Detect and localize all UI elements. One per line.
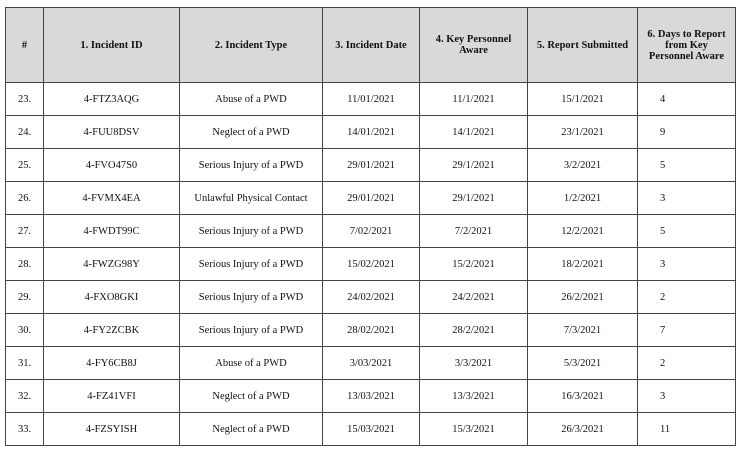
report-submitted-date: 15/1/2021 — [528, 83, 638, 116]
incident-type: Serious Injury of a PWD — [180, 215, 323, 248]
header-incident-id: 1. Incident ID — [44, 8, 180, 83]
incident-id: 4-FXO8GKI — [44, 281, 180, 314]
row-number: 27. — [6, 215, 44, 248]
incident-type: Serious Injury of a PWD — [180, 248, 323, 281]
row-number: 23. — [6, 83, 44, 116]
incident-date: 14/01/2021 — [323, 116, 420, 149]
days-to-report: 7 — [638, 314, 736, 347]
header-row — [6, 8, 736, 83]
days-to-report: 3 — [638, 248, 736, 281]
days-to-report: 9 — [638, 116, 736, 149]
key-personnel-aware-date: 14/1/2021 — [420, 116, 528, 149]
table-row — [6, 413, 736, 446]
report-submitted-date: 5/3/2021 — [528, 347, 638, 380]
table-row — [6, 182, 736, 215]
incident-type: Serious Injury of a PWD — [180, 314, 323, 347]
report-submitted-date: 23/1/2021 — [528, 116, 638, 149]
header-incident-type: 2. Incident Type — [180, 8, 323, 83]
table-row — [6, 116, 736, 149]
incident-date: 29/01/2021 — [323, 182, 420, 215]
header-key-personnel-aware: 4. Key Personnel Aware — [420, 8, 528, 83]
incident-date: 29/01/2021 — [323, 149, 420, 182]
row-number: 31. — [6, 347, 44, 380]
header-incident-date: 3. Incident Date — [323, 8, 420, 83]
incident-type: Abuse of a PWD — [180, 83, 323, 116]
incident-table — [5, 7, 736, 446]
incident-type: Serious Injury of a PWD — [180, 281, 323, 314]
key-personnel-aware-date: 24/2/2021 — [420, 281, 528, 314]
header-days-to-report: 6. Days to Report from Key Personnel Aware — [638, 8, 736, 83]
days-to-report: 5 — [638, 215, 736, 248]
table-row — [6, 281, 736, 314]
days-to-report: 3 — [638, 182, 736, 215]
table-row — [6, 314, 736, 347]
report-submitted-date: 3/2/2021 — [528, 149, 638, 182]
key-personnel-aware-date: 28/2/2021 — [420, 314, 528, 347]
row-number: 33. — [6, 413, 44, 446]
row-number: 32. — [6, 380, 44, 413]
report-submitted-date: 1/2/2021 — [528, 182, 638, 215]
days-to-report: 4 — [638, 83, 736, 116]
incident-id: 4-FY2ZCBK — [44, 314, 180, 347]
report-submitted-date: 12/2/2021 — [528, 215, 638, 248]
incident-id: 4-FZ41VFI — [44, 380, 180, 413]
days-to-report: 3 — [638, 380, 736, 413]
incident-id: 4-FWZG98Y — [44, 248, 180, 281]
key-personnel-aware-date: 15/3/2021 — [420, 413, 528, 446]
incident-id: 4-FZSYISH — [44, 413, 180, 446]
incident-id: 4-FY6CB8J — [44, 347, 180, 380]
incident-date: 11/01/2021 — [323, 83, 420, 116]
incident-id: 4-FVO47S0 — [44, 149, 180, 182]
incident-date: 15/03/2021 — [323, 413, 420, 446]
table-row — [6, 83, 736, 116]
incident-id: 4-FWDT99C — [44, 215, 180, 248]
header-number: # — [6, 8, 44, 83]
incident-id: 4-FVMX4EA — [44, 182, 180, 215]
incident-date: 13/03/2021 — [323, 380, 420, 413]
row-number: 25. — [6, 149, 44, 182]
incident-date: 3/03/2021 — [323, 347, 420, 380]
header-report-submitted: 5. Report Submitted — [528, 8, 638, 83]
key-personnel-aware-date: 15/2/2021 — [420, 248, 528, 281]
row-number: 30. — [6, 314, 44, 347]
row-number: 29. — [6, 281, 44, 314]
incident-date: 15/02/2021 — [323, 248, 420, 281]
row-number: 28. — [6, 248, 44, 281]
incident-type: Neglect of a PWD — [180, 413, 323, 446]
incident-date: 7/02/2021 — [323, 215, 420, 248]
report-submitted-date: 26/3/2021 — [528, 413, 638, 446]
table-row — [6, 380, 736, 413]
report-submitted-date: 16/3/2021 — [528, 380, 638, 413]
key-personnel-aware-date: 29/1/2021 — [420, 182, 528, 215]
days-to-report: 5 — [638, 149, 736, 182]
incident-type: Abuse of a PWD — [180, 347, 323, 380]
days-to-report: 2 — [638, 281, 736, 314]
days-to-report: 2 — [638, 347, 736, 380]
incident-id: 4-FUU8DSV — [44, 116, 180, 149]
incident-id: 4-FTZ3AQG — [44, 83, 180, 116]
table-row — [6, 215, 736, 248]
key-personnel-aware-date: 13/3/2021 — [420, 380, 528, 413]
incident-date: 24/02/2021 — [323, 281, 420, 314]
key-personnel-aware-date: 7/2/2021 — [420, 215, 528, 248]
report-submitted-date: 18/2/2021 — [528, 248, 638, 281]
table-row — [6, 149, 736, 182]
report-submitted-date: 26/2/2021 — [528, 281, 638, 314]
row-number: 24. — [6, 116, 44, 149]
incident-type: Neglect of a PWD — [180, 380, 323, 413]
days-to-report: 11 — [638, 413, 736, 446]
incident-type: Neglect of a PWD — [180, 116, 323, 149]
row-number: 26. — [6, 182, 44, 215]
incident-type: Serious Injury of a PWD — [180, 149, 323, 182]
table-row — [6, 248, 736, 281]
incident-type: Unlawful Physical Contact — [180, 182, 323, 215]
table-row — [6, 347, 736, 380]
key-personnel-aware-date: 11/1/2021 — [420, 83, 528, 116]
key-personnel-aware-date: 3/3/2021 — [420, 347, 528, 380]
report-submitted-date: 7/3/2021 — [528, 314, 638, 347]
key-personnel-aware-date: 29/1/2021 — [420, 149, 528, 182]
incident-date: 28/02/2021 — [323, 314, 420, 347]
